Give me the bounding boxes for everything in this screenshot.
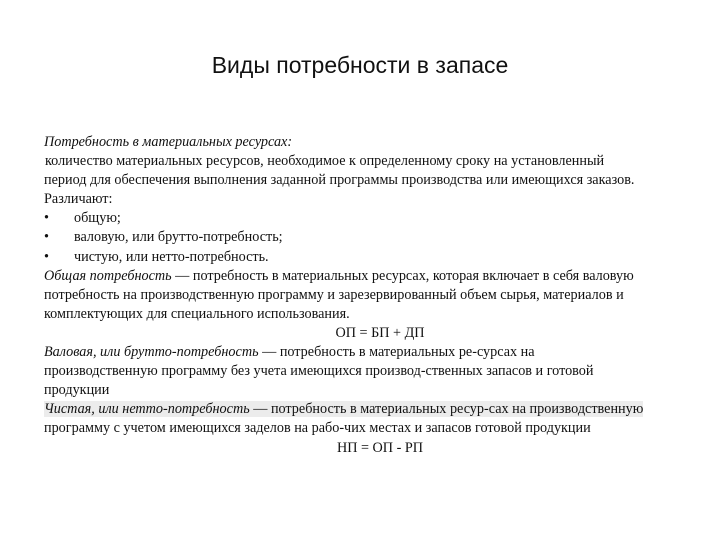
net-line-1-highlight [44,401,643,417]
intro-term-line [44,133,708,152]
net-line-2: программу с учетом имеющихся заделов на рабо-чих местах и запасов готовой продукции [44,420,591,437]
bullet-icon: • [44,248,49,265]
gross-line-2: производственную программу без учета имеющихся производ-ственных запасов и готовой [44,363,594,380]
bullet-icon: • [44,229,49,246]
gross-line-1 [44,343,708,362]
net-definition-start: — потребность в материальных ресур-сах на производственную [249,401,644,418]
general-definition-start: — потребность в материальных ресурсах, которая включает в себя валовую [171,267,634,284]
gross-line-3: продукции [44,382,110,399]
bullet-item [44,248,708,267]
gross-definition-start: — потребность в материальных ре-сурсах на [258,344,535,361]
general-line-2: потребность на производственную программу и зарезервированный объем сырья, материалов и [44,286,624,303]
general-term: Общая потребность [44,267,172,284]
bullet-icon: • [44,210,49,227]
bullet-text: общую; [74,210,121,227]
bullet-item [44,228,708,247]
general-line-1 [44,267,708,286]
slide-body [44,133,708,458]
bullet-text: валовую, или брутто-потребность; [74,229,283,246]
intro-line-2: период для обеспечения выполнения заданной программы производства или имеющихся заказов. [44,172,635,189]
intro-line-1: количество материальных ресурсов, необходимое к определенному сроку на установленный [45,153,605,170]
formula-np: НП = ОП - РП [336,439,424,456]
slide-title: Виды потребности в запасе [211,52,509,78]
intro-term: Потребность в материальных ресурсах: [44,134,293,150]
net-line-1 [44,400,708,419]
bullet-item [44,209,708,228]
gross-term: Валовая, или брутто-потребность [44,344,259,361]
formula-op: ОП = БП + ДП [335,324,425,341]
general-line-3: комплектующих для специального использования. [44,305,350,322]
net-term: Чистая, или нетто-потребность [44,401,250,418]
distinguish-label: Различают: [44,191,113,208]
bullet-text: чистую, или нетто-потребность. [74,248,269,265]
